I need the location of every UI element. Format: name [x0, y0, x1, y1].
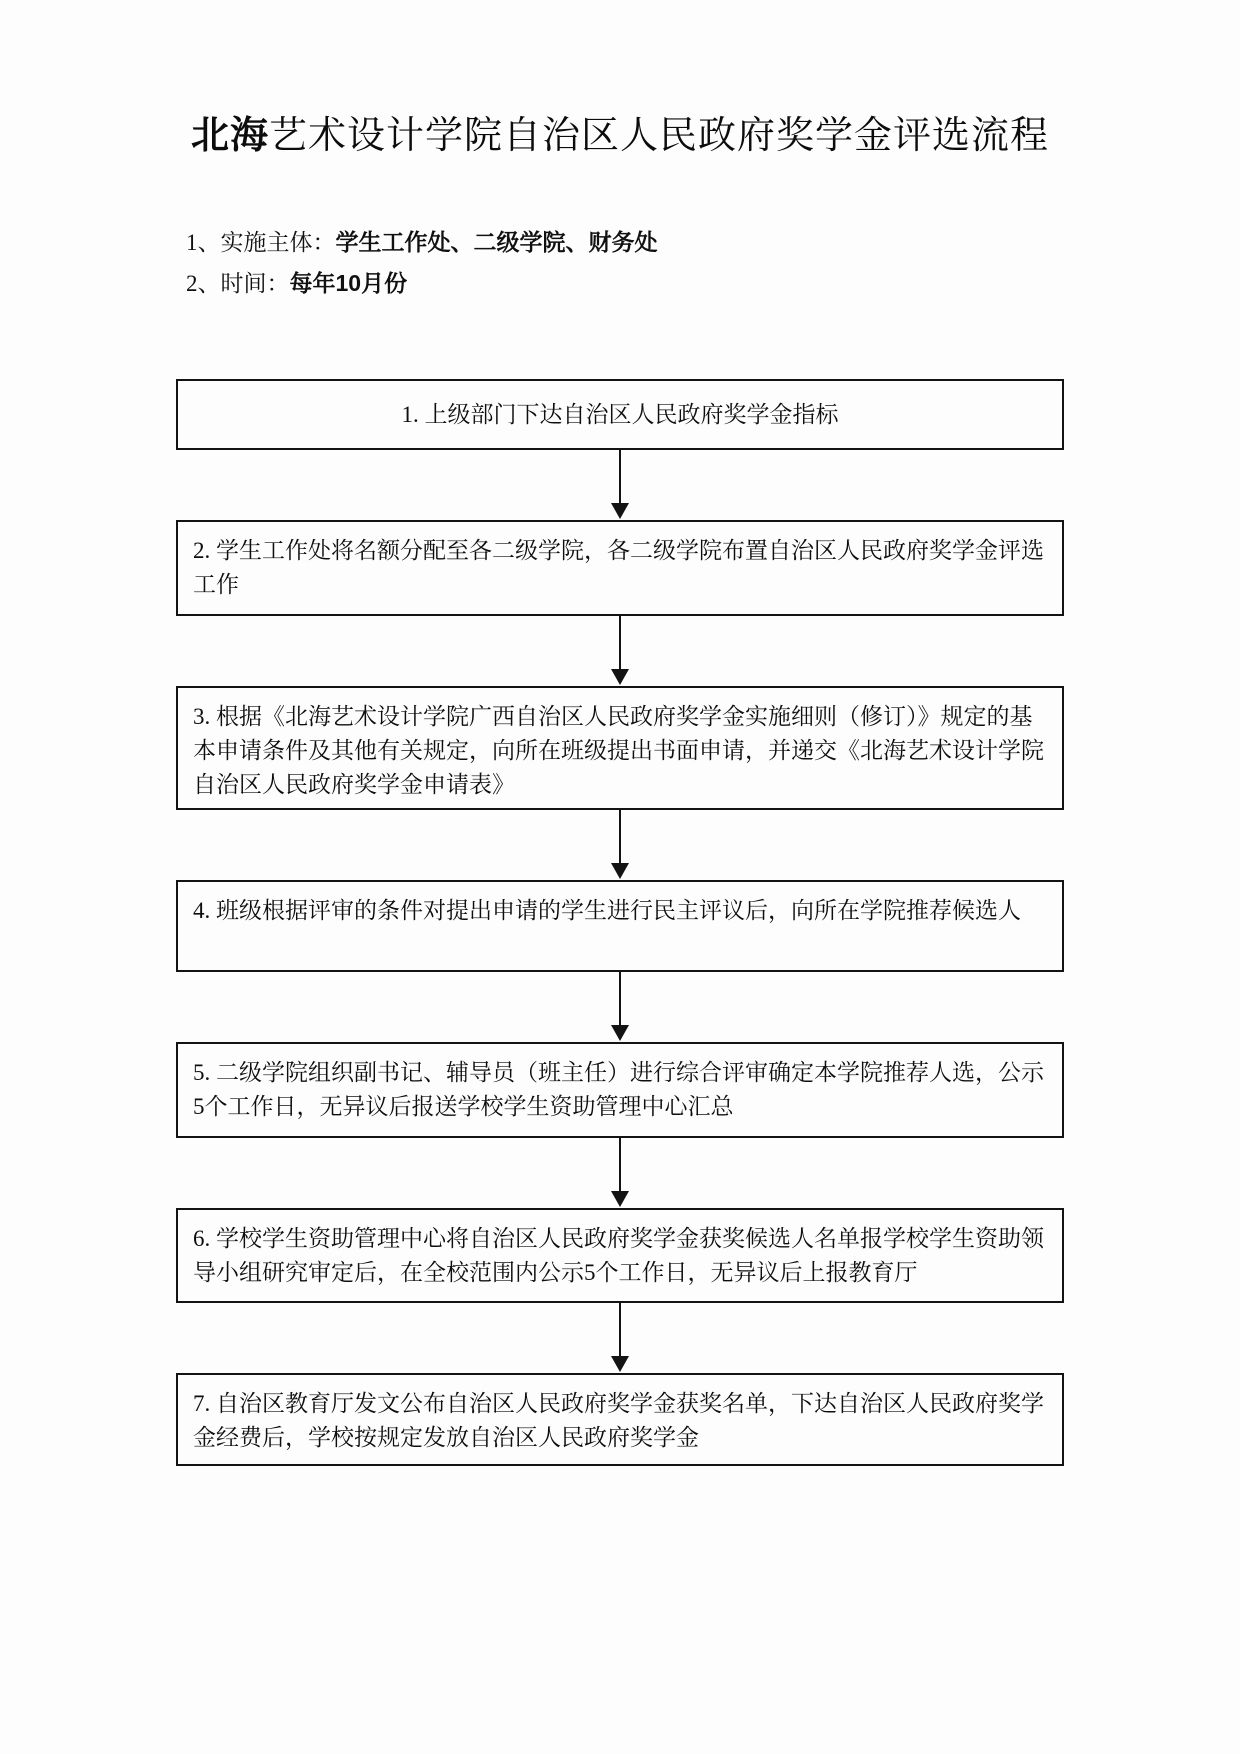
arrow-down-icon	[611, 1356, 629, 1372]
arrow-shaft	[619, 810, 621, 864]
arrow-shaft	[619, 450, 621, 504]
arrow-shaft	[619, 1138, 621, 1192]
arrow-down-icon	[611, 1191, 629, 1207]
page-title	[0, 104, 1240, 159]
meta-item-time	[186, 263, 658, 304]
meta-list	[186, 222, 658, 304]
meta-item-time-label: 2、时间：	[186, 271, 290, 296]
flow-step-7: 7. 自治区教育厅发文公布自治区人民政府奖学金获奖名单，下达自治区人民政府奖学金经费后，学校按规定发放自治区人民政府奖学金	[176, 1373, 1064, 1466]
flow-step-6: 6. 学校学生资助管理中心将自治区人民政府奖学金获奖候选人名单报学校学生资助领导小组研究审定后，在全校范围内公示5个工作日，无异议后上报教育厅	[176, 1208, 1064, 1303]
flow-step-5: 5. 二级学院组织副书记、辅导员（班主任）进行综合评审确定本学院推荐人选，公示5个工作日，无异议后报送学校学生资助管理中心汇总	[176, 1042, 1064, 1138]
flow-step-3: 3. 根据《北海艺术设计学院广西自治区人民政府奖学金实施细则（修订）》规定的基本申请条件及其他有关规定，向所在班级提出书面申请，并递交《北海艺术设计学院自治区人民政府奖学金申请表》	[176, 686, 1064, 810]
flow-arrow-5	[176, 1138, 1064, 1208]
arrow-shaft	[619, 1303, 621, 1357]
arrow-down-icon	[611, 863, 629, 879]
arrow-down-icon	[611, 669, 629, 685]
flow-arrow-3	[176, 810, 1064, 880]
flow-arrow-1	[176, 450, 1064, 520]
page-title-prefix: 北海	[190, 115, 269, 157]
arrow-shaft	[619, 972, 621, 1026]
flowchart	[176, 379, 1064, 1466]
meta-item-subject	[186, 222, 658, 263]
flow-step-2: 2. 学生工作处将名额分配至各二级学院，各二级学院布置自治区人民政府奖学金评选工作	[176, 520, 1064, 616]
flow-arrow-6	[176, 1303, 1064, 1373]
flow-step-1: 1. 上级部门下达自治区人民政府奖学金指标	[176, 379, 1064, 450]
arrow-down-icon	[611, 503, 629, 519]
arrow-shaft	[619, 616, 621, 670]
meta-item-subject-value: 学生工作处、二级学院、财务处	[335, 229, 658, 255]
meta-item-subject-label: 1、实施主体：	[186, 230, 336, 255]
flow-arrow-2	[176, 616, 1064, 686]
arrow-down-icon	[611, 1025, 629, 1041]
flow-arrow-4	[176, 972, 1064, 1042]
meta-item-time-value: 每年10月份	[289, 270, 408, 296]
flow-step-4: 4. 班级根据评审的条件对提出申请的学生进行民主评议后，向所在学院推荐候选人	[176, 880, 1064, 972]
page-title-rest: 艺术设计学院自治区人民政府奖学金评选流程	[269, 115, 1050, 157]
